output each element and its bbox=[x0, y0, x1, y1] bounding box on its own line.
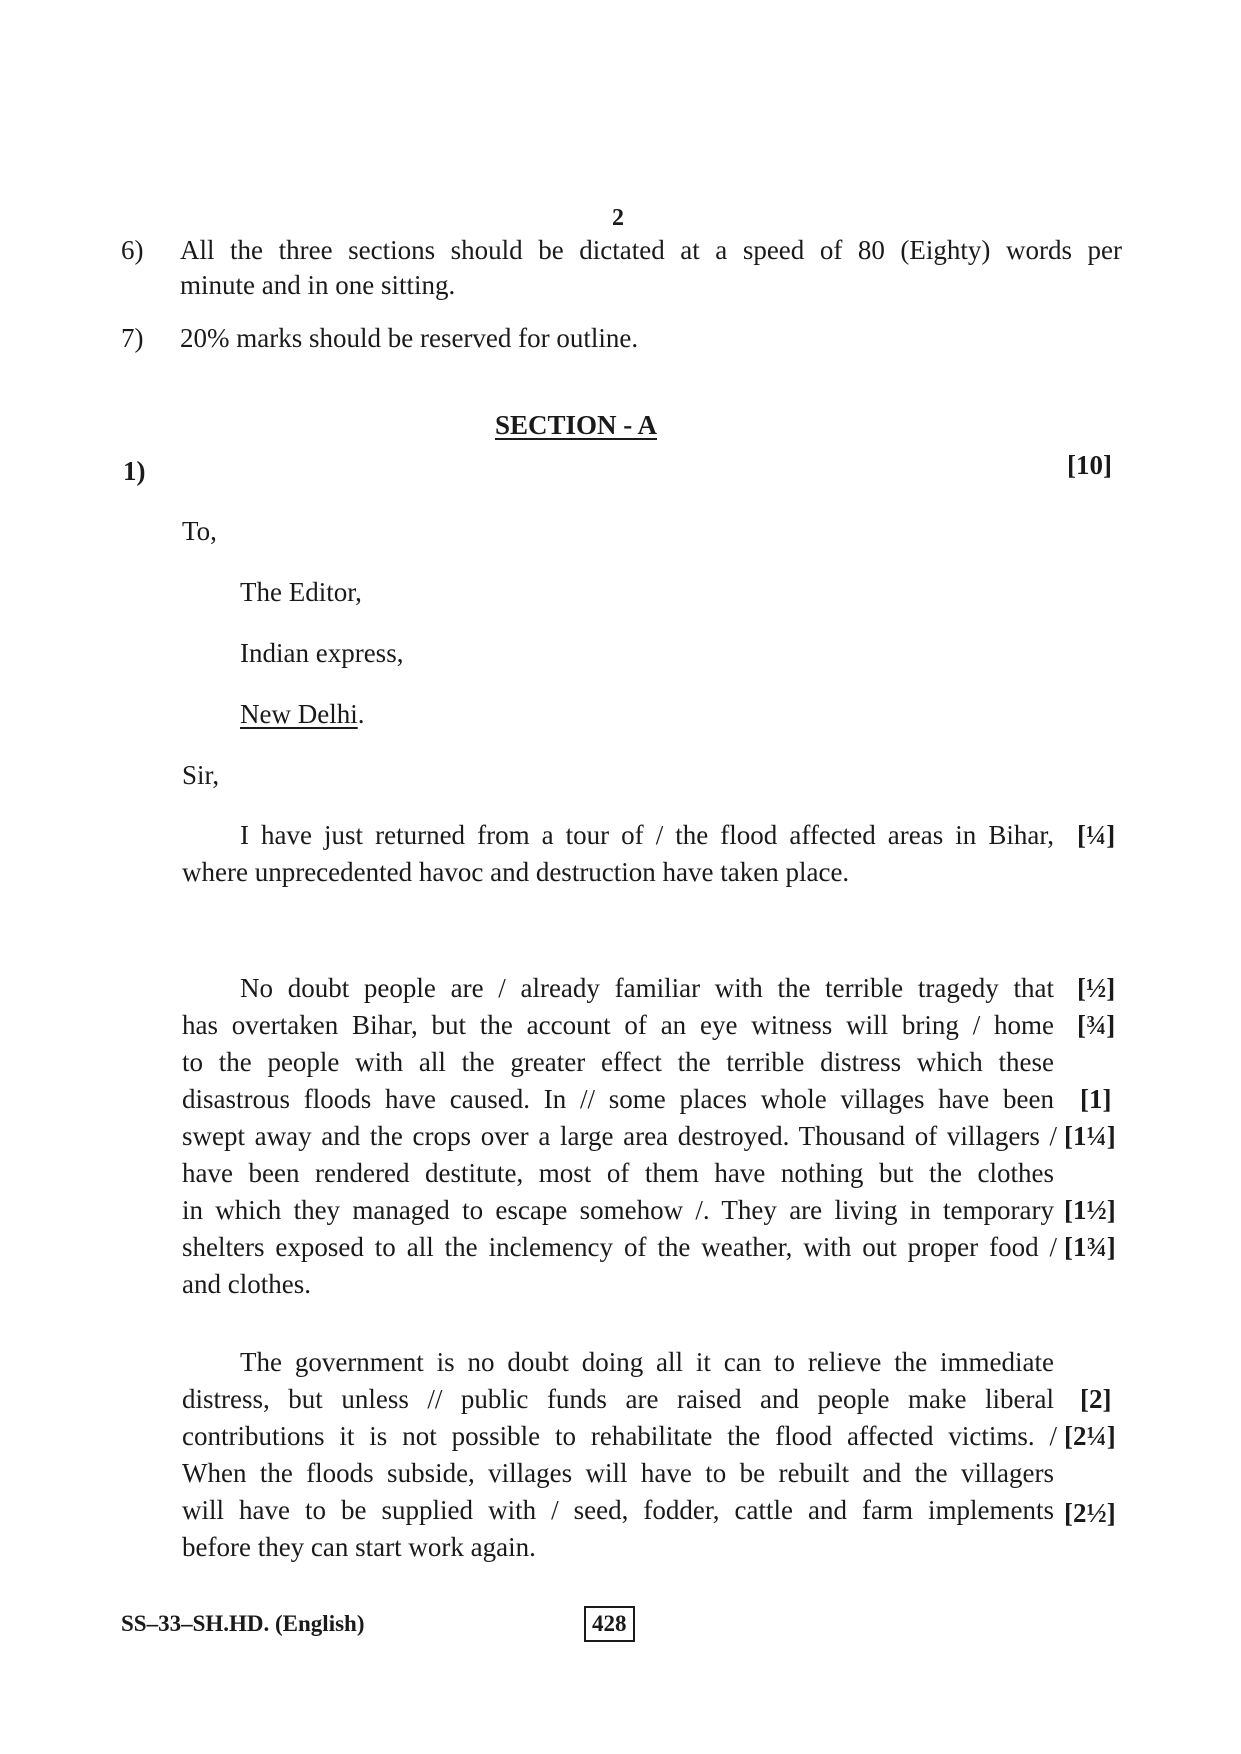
footer-code: SS–33–SH.HD. (English) bbox=[121, 1611, 365, 1636]
paragraph-line: The government is no doubt doing all it can to relieve the immediate bbox=[240, 1347, 1054, 1377]
paragraph-line: swept away and the crops over a large area destroyed. Thousand of villagers / bbox=[182, 1121, 1057, 1151]
page-number: 2 bbox=[612, 205, 624, 231]
paragraph-line: No doubt people are / already familiar with the terrible tragedy that bbox=[240, 973, 1054, 1003]
letter-to: To, bbox=[182, 516, 217, 546]
letter-greeting: Sir, bbox=[182, 760, 220, 790]
dictation-mark: [1¼] bbox=[1064, 1121, 1116, 1151]
dictation-mark: [2¼] bbox=[1064, 1421, 1116, 1451]
dictation-mark: [1¾] bbox=[1064, 1232, 1116, 1262]
address-line: The Editor, bbox=[240, 577, 362, 607]
paragraph-line: distress, but unless // public funds are raised and people make liberal bbox=[182, 1384, 1054, 1414]
instruction-text: minute and in one sitting. bbox=[180, 270, 456, 300]
paragraph-line: shelters exposed to all the inclemency of the weather, with out proper food / bbox=[182, 1232, 1057, 1262]
paragraph-line: where unprecedented havoc and destruction have taken place. bbox=[182, 857, 850, 887]
paragraph-line: have been rendered destitute, most of them have nothing but the clothes bbox=[182, 1158, 1054, 1188]
dictation-mark: [1] bbox=[1080, 1084, 1112, 1114]
paragraph-line: I have just returned from a tour of / the flood affected areas in Bihar, bbox=[240, 820, 1054, 850]
question-marks: [10] bbox=[1067, 450, 1112, 480]
paragraph-line: will have to be supplied with / seed, fodder, cattle and farm implements bbox=[182, 1495, 1054, 1525]
footer-page-box: 428 bbox=[584, 1606, 635, 1642]
instruction-number: 7) bbox=[121, 323, 144, 353]
paragraph-line: contributions it is not possible to rehabilitate the flood affected victims. / bbox=[182, 1421, 1057, 1451]
paragraph-line: and clothes. bbox=[182, 1269, 311, 1299]
dictation-mark: [¼] bbox=[1077, 820, 1116, 850]
address-period: . bbox=[357, 699, 365, 729]
instruction-text: All the three sections should be dictated at a speed of 80 (Eighty) words per bbox=[180, 235, 1122, 265]
paragraph-line: in which they managed to escape somehow /. They are living in temporary bbox=[182, 1195, 1054, 1225]
instruction-text: 20% marks should be reserved for outline. bbox=[180, 323, 639, 353]
address-city: New Delhi bbox=[240, 699, 358, 729]
paragraph-line: before they can start work again. bbox=[182, 1532, 536, 1562]
paragraph-line: to the people with all the greater effect the terrible distress which these bbox=[182, 1047, 1054, 1077]
dictation-mark: [2½] bbox=[1064, 1498, 1116, 1528]
paragraph-line: disastrous floods have caused. In // some places whole villages have been bbox=[182, 1084, 1054, 1114]
address-line: Indian express, bbox=[240, 638, 404, 668]
dictation-mark: [¾] bbox=[1077, 1010, 1116, 1040]
section-title: SECTION - A bbox=[495, 410, 658, 440]
address-line bbox=[240, 701, 364, 728]
dictation-mark: [1½] bbox=[1064, 1195, 1116, 1225]
dictation-mark: [2] bbox=[1080, 1384, 1112, 1414]
paragraph-line: has overtaken Bihar, but the account of an eye witness will bring / home bbox=[182, 1010, 1054, 1040]
question-number: 1) bbox=[123, 456, 146, 486]
paragraph-line: When the floods subside, villages will have to be rebuilt and the villagers bbox=[182, 1458, 1054, 1488]
dictation-mark: [½] bbox=[1077, 973, 1116, 1003]
instruction-number: 6) bbox=[121, 235, 144, 265]
